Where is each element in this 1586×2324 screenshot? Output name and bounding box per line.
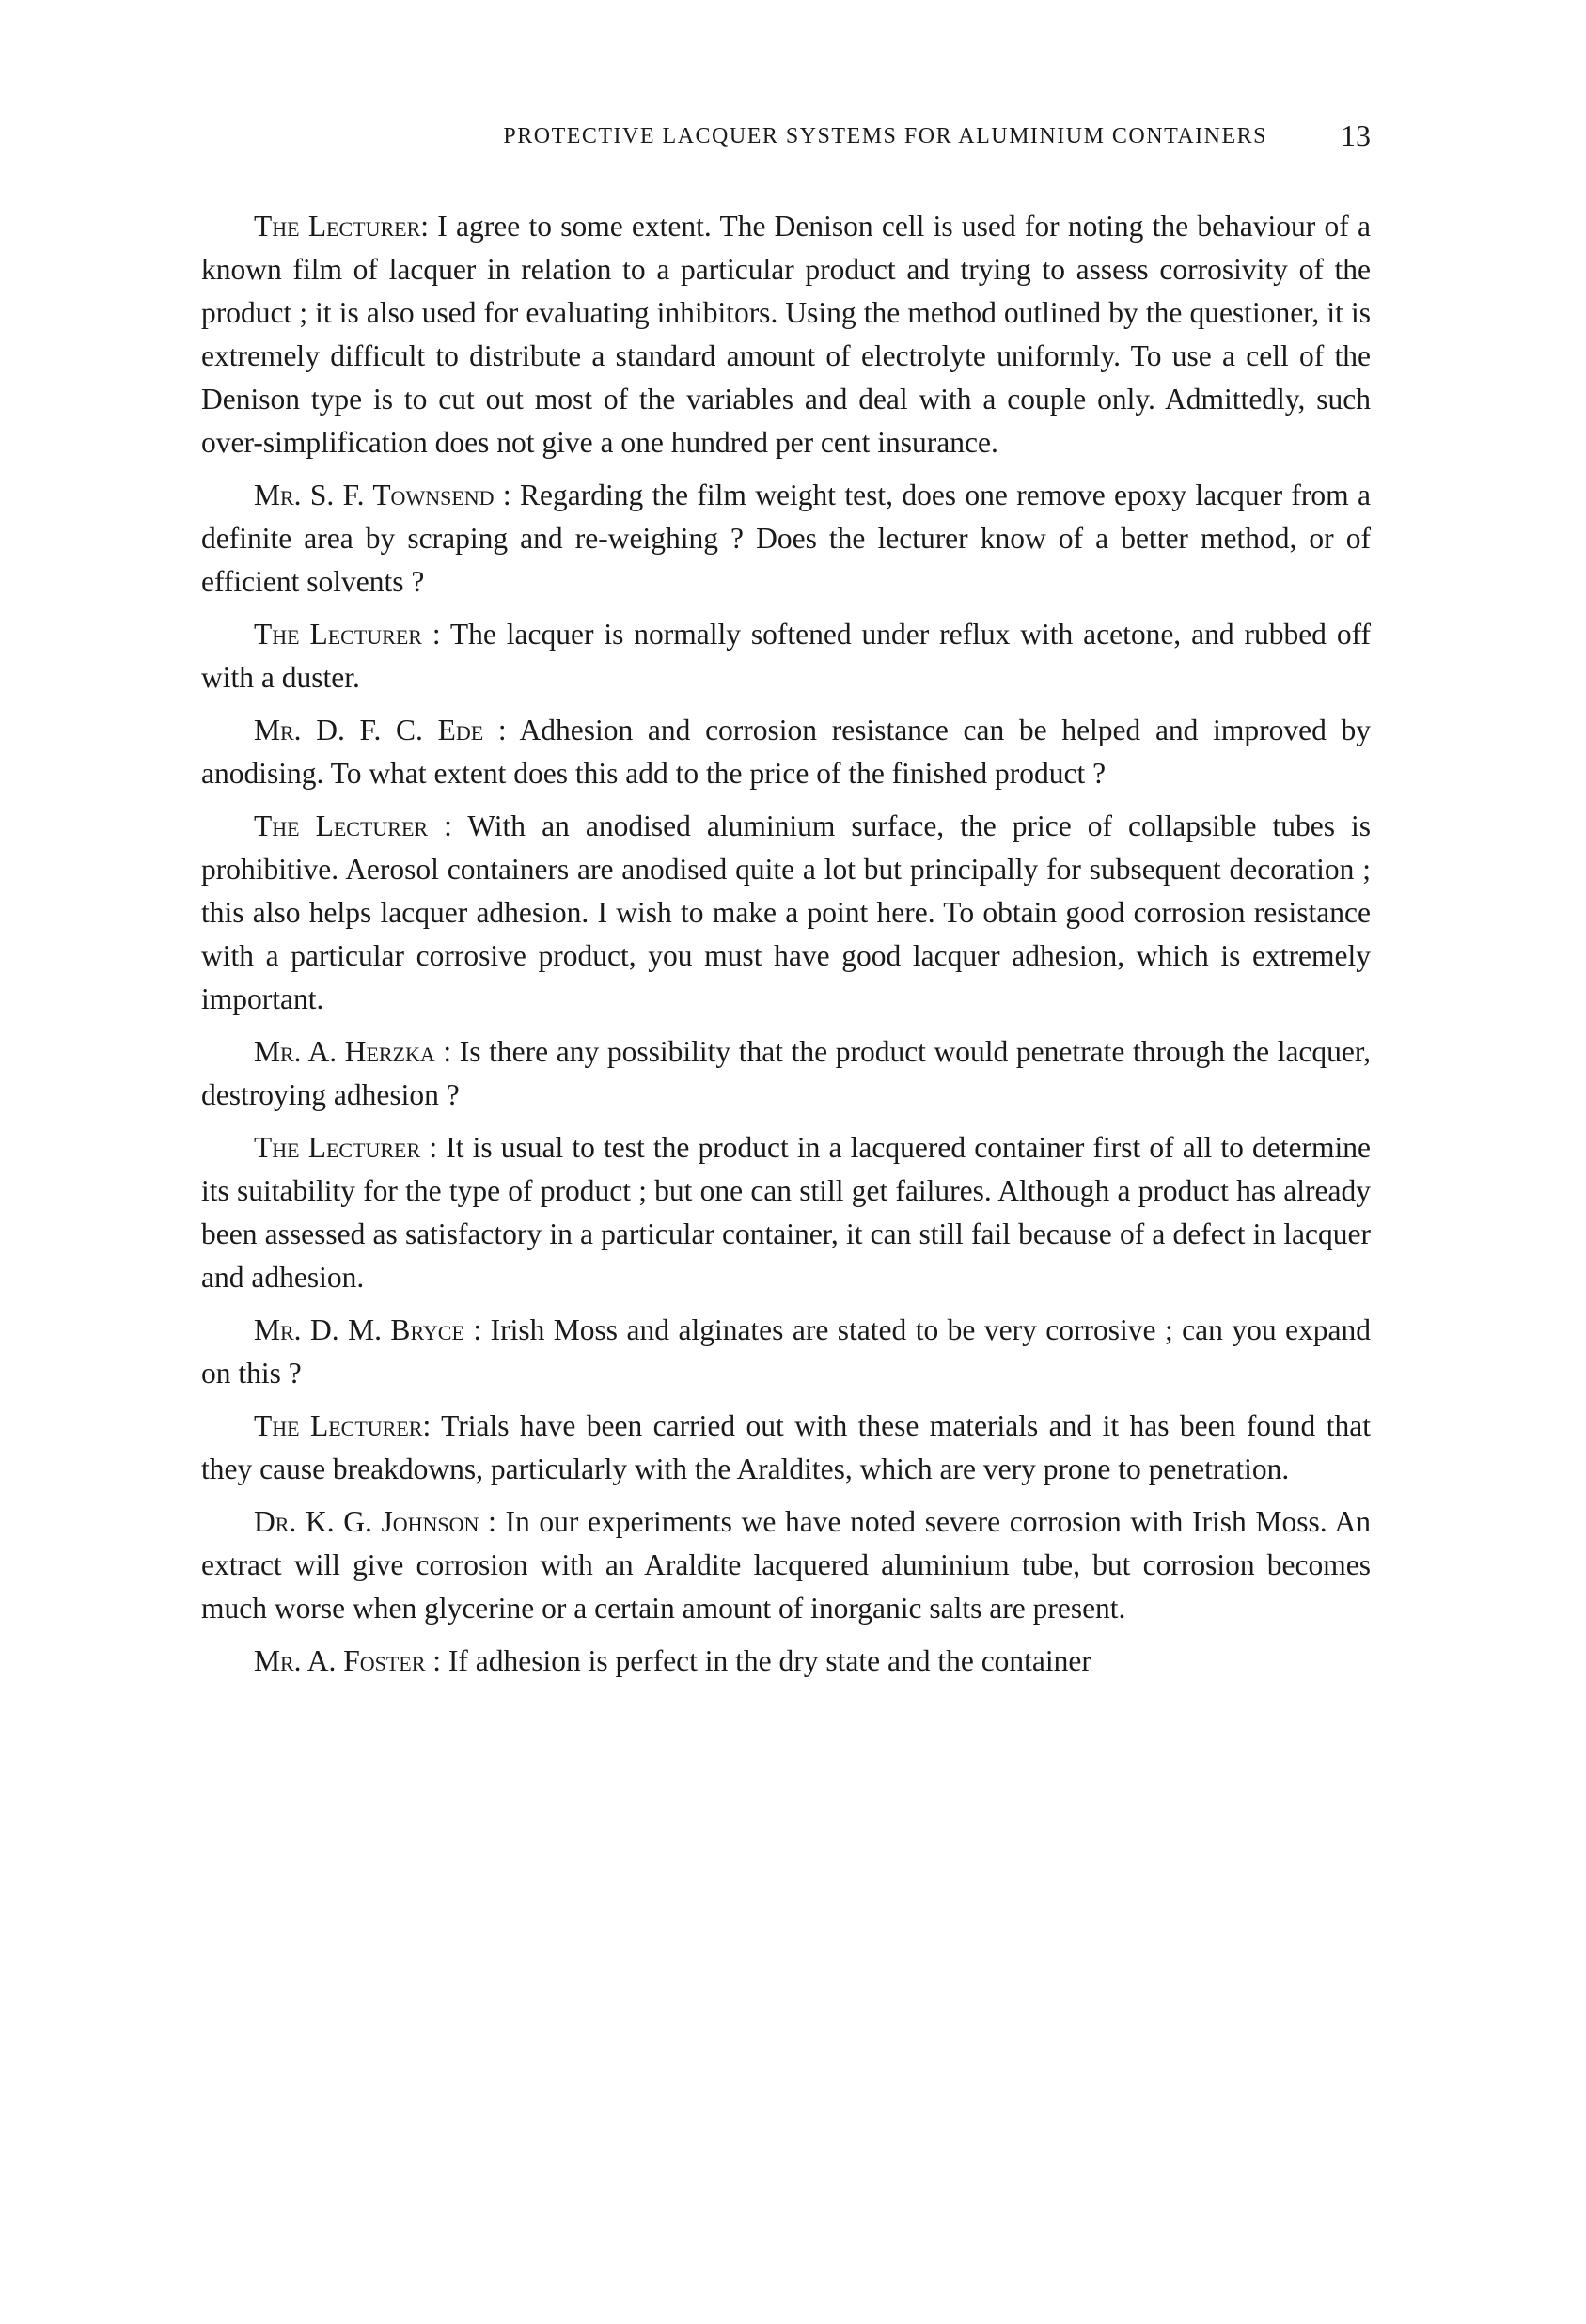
speaker-name: Mr. D. M. Bryce xyxy=(254,1313,464,1346)
paragraph xyxy=(201,474,1371,604)
paragraph xyxy=(201,205,1371,464)
running-header xyxy=(201,120,1371,158)
paragraph xyxy=(201,805,1371,1021)
paragraph-text: : With an anodised aluminium surface, the price of collapsible tubes is prohibitive. Aerosol containers are anodised quite a lot but principally for subsequent decoration ; this also helps lacquer adhesion. I wish to make a point here. To obtain good corrosion resistance with a particular corrosive product, you must have good lacquer adhesion, which is extremely important. xyxy=(201,809,1371,1015)
paragraph-text: : Irish Moss and alginates are stated to be very corrosive ; can you expand on this ? xyxy=(201,1313,1371,1390)
paragraph xyxy=(201,1030,1371,1117)
speaker-name: Dr. K. G. Johnson xyxy=(254,1505,479,1538)
paragraph xyxy=(201,1640,1371,1683)
paragraph xyxy=(201,613,1371,699)
speaker-name: The Lecturer xyxy=(254,210,421,243)
paragraph-text: : If adhesion is perfect in the dry state and the container xyxy=(425,1644,1091,1677)
paragraph-text: : It is usual to test the product in a lacquered container first of all to determine its suitability for the type of product ; but one can still get failures. Although a product has already been assessed as satisfactory in a particular container, it can still fail because of a defect in lacquer and adhesion. xyxy=(201,1131,1372,1294)
speaker-name: The Lecturer xyxy=(254,809,429,842)
paragraph-text: : Regarding the film weight test, does one remove epoxy lacquer from a definite area by scraping and re-weighing ? Does the lecturer know of a better method, or of efficient solvents ? xyxy=(201,479,1371,598)
paragraph-text: : I agree to some extent. The Denison cell is used for noting the behaviour of a known film of lacquer in relation to a particular product and trying to assess corrosivity of the product ; it is also used for evaluating inhibitors. Using the method outlined by the questioner, it is extremely difficult to distribute a standard amount of electrolyte uniformly. To use a cell of the Denison type is to cut out most of the variables and deal with a couple only. Admittedly, such over-simplification does not give a one hundred per cent insurance. xyxy=(201,210,1371,459)
speaker-name: The Lecturer xyxy=(254,1409,423,1442)
speaker-name: Mr. A. Herzka xyxy=(254,1035,435,1068)
paragraph xyxy=(201,709,1371,795)
speaker-name: Mr. A. Foster xyxy=(254,1644,426,1677)
speaker-name: The Lecturer xyxy=(254,1131,421,1164)
paragraph-text: : The lacquer is normally softened under reflux with acetone, and rubbed off with a duster. xyxy=(201,618,1371,694)
speaker-name: Mr. D. F. C. Ede xyxy=(254,714,484,746)
paragraph-text: : In our experiments we have noted severe corrosion with Irish Moss. An extract will give corrosion with an Araldite lacquered aluminium tube, but corrosion becomes much worse when glycerine or a certain amount of inorganic salts are present. xyxy=(201,1505,1371,1625)
running-title: PROTECTIVE LACQUER SYSTEMS FOR ALUMINIUM CONTAINERS xyxy=(503,124,1267,149)
paragraph-text: : Trials have been carried out with these materials and it has been found that they cause breakdowns, particularly with the Araldites, which are very prone to penetration. xyxy=(201,1409,1371,1485)
paragraph-text: : Is there any possibility that the product would penetrate through the lacquer, destroying adhesion ? xyxy=(201,1035,1371,1111)
speaker-name: Mr. S. F. Townsend xyxy=(254,479,495,511)
paragraph xyxy=(201,1405,1371,1491)
paragraph xyxy=(201,1126,1371,1299)
paragraph xyxy=(201,1309,1371,1395)
paragraph-text: : Adhesion and corrosion resistance can be helped and improved by anodising. To what extent does this add to the price of the finished product ? xyxy=(201,714,1371,790)
speaker-name: The Lecturer xyxy=(254,618,422,651)
paragraph xyxy=(201,1500,1371,1630)
page-number: 13 xyxy=(1341,118,1371,152)
discussion-body xyxy=(201,205,1371,1692)
